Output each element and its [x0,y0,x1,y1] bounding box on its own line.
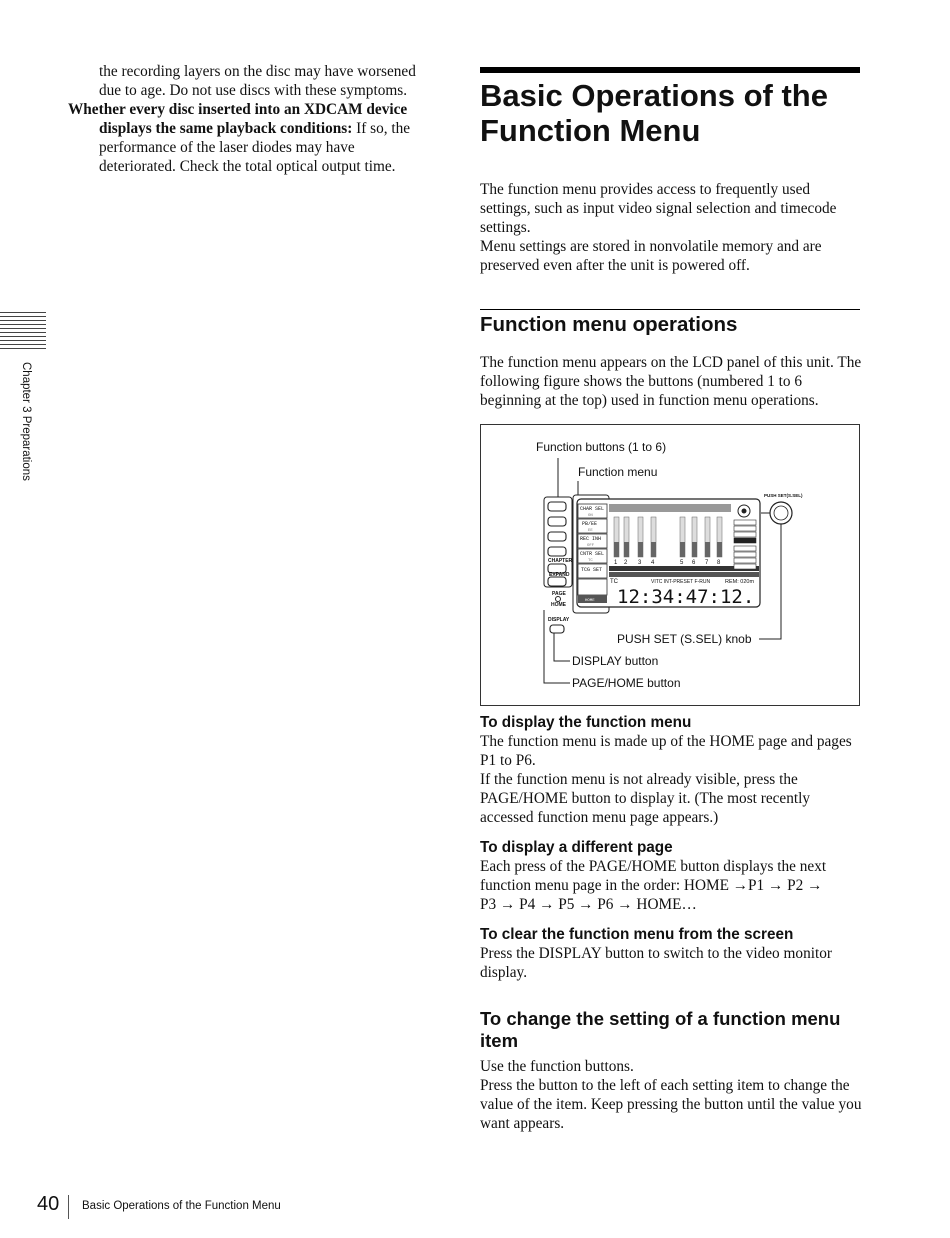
meter-level [680,542,685,557]
subsection-clear-menu [480,925,864,982]
section-heading-wrap [480,313,860,336]
subsection-paragraph: Use the function buttons. [480,1058,634,1075]
expand-button-label: EXPAND [549,572,570,578]
bold-lead-text-2: displays the same playback conditions: [99,120,353,137]
callout-push-set-knob: PUSH SET (S.SEL) knob [617,632,752,646]
section-heading: Function menu operations [480,313,738,336]
subsection-display-menu [480,713,864,827]
display-button[interactable] [550,625,564,633]
callout-function-menu: Function menu [578,465,658,479]
bold-lead-line [68,100,446,119]
menu-item-value: TC [588,559,593,563]
intro-block [480,180,862,275]
menu-item-name: CNTR SEL [580,551,605,557]
meter-level [692,542,697,557]
subsection-change-setting [480,1008,864,1133]
meter-level [638,542,643,557]
bold-lead-rest: If so, the [352,120,411,137]
meter-channel-label: 5 [680,560,684,566]
subsection-paragraph: Press the button to the left of each setting item to change the value of the item. Keep pressing the button until the value you want appears. [480,1077,862,1132]
meter-channel-label: 2 [624,560,628,566]
chapter-button-label: CHAPTER [548,558,573,564]
page-number: 40 [37,1193,60,1215]
subsection-different-page [480,838,864,914]
meter-level [651,542,656,557]
remaining-time: REM: 020m [725,579,755,585]
meter-level [717,542,722,557]
meter-channel-label: 4 [651,560,655,566]
subsection-line: P3 → P4 → P5 → P6 → HOME… [480,896,697,913]
meter-level [614,542,619,557]
continued-text-line: performance of the laser diodes may have [99,139,355,156]
menu-item-name: TCG SET [581,567,603,573]
intro-paragraph-1: The function menu provides access to frequently used settings, such as input video signal selection and timecode settings. [480,181,837,236]
menu-item-value: OFF [587,544,595,548]
function-menu-figure [480,424,860,706]
meter-channel-label: 8 [717,560,721,566]
intro-paragraph-2: Menu settings are stored in nonvolatile memory and are preserved even after the unit is powered off. [480,238,822,274]
callout-display-button: DISPLAY button [572,654,659,668]
meter-channel-label: 3 [638,560,642,566]
function-menu-illustration [481,425,859,705]
page-home-button[interactable] [556,597,561,602]
page-label: PAGE [552,591,566,597]
chapter-tab-label: Chapter 3 Preparations [20,362,32,481]
meter-channel-label: 1 [614,560,618,566]
subsection-heading: To clear the function menu from the screen [480,926,794,943]
footer-divider [68,1195,69,1219]
bold-lead-continuation [68,119,446,138]
home-tab-label: HOME [585,599,595,603]
callout-page-home-button: PAGE/HOME button [572,676,681,690]
continued-text-line: deteriorated. Check the total optical output time. [99,158,396,175]
continued-text-line: the recording layers on the disc may have worsened [99,63,416,80]
menu-item-name: REC INH [580,536,602,542]
meter-channel-label: 7 [705,560,709,566]
menu-item-value: ON [588,514,593,518]
subsection-line: Each press of the PAGE/HOME button displays the next [480,858,827,875]
bold-lead-text: Whether every disc inserted into an XDCAM device [68,101,408,118]
knob-label: PUSH SET(S.SEL) [764,493,803,498]
footer-title: Basic Operations of the Function Menu [82,1200,281,1212]
section-intro-wrap [480,353,864,410]
status-row: VITC INT-PRESET F-RUN [651,579,711,585]
meter-header [609,504,731,512]
subsection-heading: To display the function menu [480,714,692,731]
display-button-label: DISPLAY [548,617,570,623]
menu-item-value: EE [588,529,593,533]
tc-label: TC [610,579,618,585]
section-rule [480,309,860,310]
page-title: Basic Operations of the Function Menu [480,78,828,148]
subsection-paragraph: If the function menu is not already visible, press the PAGE/HOME button to display it. (The most recently accessed function menu page appears.) [480,771,810,826]
menu-item-name: CHAR SEL [580,506,605,512]
meter-level [624,542,629,557]
chapter-tab-lines [0,312,46,354]
menu-item-name: PB/EE [582,521,598,527]
meter-channel-label: 6 [692,560,696,566]
meter-level [705,542,710,557]
timecode-display: 12:34:47:12. [617,586,755,608]
title-rule [480,67,860,73]
subsection-paragraph: The function menu is made up of the HOME page and pages P1 to P6. [480,733,852,769]
left-column-text [68,62,446,176]
continued-text-line: due to age. Do not use discs with these symptoms. [99,82,408,99]
info-strip [609,572,759,577]
callout-function-buttons: Function buttons (1 to 6) [536,440,667,454]
section-intro: The function menu appears on the LCD panel of this unit. The following figure shows the buttons (numbered 1 to 6 beginning at the top) used in function menu operations. [480,354,862,409]
subsection-heading: To display a different page [480,839,673,856]
subsection-line: function menu page in the order: HOME →P1 → P2 → [480,877,823,894]
subsection-paragraph: Press the DISPLAY button to switch to the video monitor display. [480,945,832,981]
subsection-heading-large: To change the setting of a function menu item [480,1008,841,1051]
home-label: HOME [551,602,566,608]
